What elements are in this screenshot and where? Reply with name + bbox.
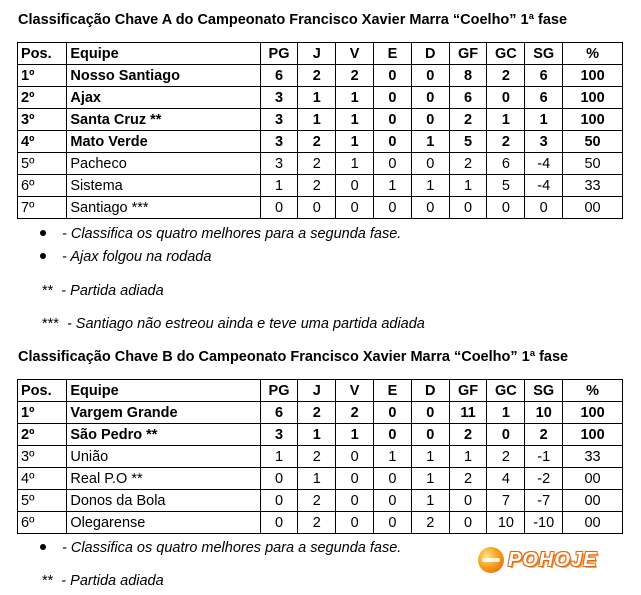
- table-cell: 00: [563, 197, 623, 219]
- table-cell: 0: [374, 512, 412, 534]
- header-row: [18, 380, 623, 402]
- table-cell: 33: [563, 446, 623, 468]
- table-cell: 1º: [18, 65, 67, 87]
- note-text: - Classifica os quatro melhores para a segunda fase.: [62, 226, 402, 242]
- table-cell: 2: [298, 175, 336, 197]
- header-row: [18, 43, 623, 65]
- column-header: GF: [449, 380, 487, 402]
- table-cell: 0: [411, 153, 449, 175]
- site-logo: [478, 547, 623, 575]
- table-cell: 1º: [18, 402, 67, 424]
- table-cell: -4: [525, 153, 563, 175]
- table-cell: 3: [260, 131, 298, 153]
- table-cell: 3: [525, 131, 563, 153]
- table-a-header: [18, 43, 623, 65]
- table-cell: 2: [298, 446, 336, 468]
- team-name-cell: Vargem Grande: [67, 402, 260, 424]
- table-cell: 100: [563, 87, 623, 109]
- table-cell: -2: [525, 468, 563, 490]
- table-cell: 3: [260, 424, 298, 446]
- table-cell: 2º: [18, 87, 67, 109]
- column-header: PG: [260, 43, 298, 65]
- table-cell: 2: [487, 65, 525, 87]
- column-header: PG: [260, 380, 298, 402]
- table-cell: 0: [374, 131, 412, 153]
- table-cell: 3: [260, 87, 298, 109]
- note-mark: **: [42, 283, 54, 299]
- table-cell: 4: [487, 468, 525, 490]
- table-row: [18, 512, 623, 534]
- column-header: E: [374, 43, 412, 65]
- logo-ball-icon: [478, 547, 504, 573]
- bullet-icon: [40, 230, 46, 236]
- table-cell: 2: [298, 131, 336, 153]
- table-row: [18, 446, 623, 468]
- table-cell: 1: [298, 424, 336, 446]
- team-name-cell: União: [67, 446, 260, 468]
- bullet-icon: [40, 544, 46, 550]
- table-cell: 1: [449, 446, 487, 468]
- table-cell: 0: [487, 87, 525, 109]
- table-cell: 6: [449, 87, 487, 109]
- table-cell: 1: [336, 109, 374, 131]
- table-cell: 1: [336, 153, 374, 175]
- team-name-cell: Real P.O **: [67, 468, 260, 490]
- note-text: - Santiago não estreou ainda e teve uma partida adiada: [66, 316, 425, 332]
- table-cell: 0: [260, 490, 298, 512]
- table-cell: 0: [374, 197, 412, 219]
- table-row: [18, 109, 623, 131]
- table-b-body: [18, 402, 623, 534]
- table-cell: 1: [336, 87, 374, 109]
- table-cell: 1: [374, 446, 412, 468]
- table-cell: 2: [336, 65, 374, 87]
- column-header: E: [374, 380, 412, 402]
- table-cell: 1: [336, 131, 374, 153]
- table-row: [18, 197, 623, 219]
- table-cell: 0: [374, 490, 412, 512]
- column-header: V: [336, 43, 374, 65]
- section-b-title: Classificação Chave B do Campeonato Francisco Xavier Marra “Coelho” 1ª fase: [18, 349, 569, 365]
- note-text: - Ajax folgou na rodada: [62, 249, 212, 265]
- team-name-cell: Nosso Santiago: [67, 65, 260, 87]
- table-cell: 3º: [18, 446, 67, 468]
- table-cell: 5: [449, 131, 487, 153]
- note-mark: ***: [42, 316, 59, 332]
- table-cell: 00: [563, 468, 623, 490]
- table-cell: 0: [260, 197, 298, 219]
- table-cell: 1: [260, 175, 298, 197]
- table-cell: 1: [374, 175, 412, 197]
- table-cell: 6: [487, 153, 525, 175]
- table-cell: 1: [487, 402, 525, 424]
- table-cell: 0: [374, 468, 412, 490]
- table-row: [18, 131, 623, 153]
- table-cell: 2: [449, 424, 487, 446]
- table-cell: 100: [563, 109, 623, 131]
- table-cell: 0: [374, 109, 412, 131]
- table-cell: 2: [298, 402, 336, 424]
- table-cell: 0: [260, 512, 298, 534]
- standings-table-a: [17, 42, 623, 219]
- table-cell: 6: [525, 87, 563, 109]
- table-row: [18, 424, 623, 446]
- table-cell: 0: [411, 65, 449, 87]
- table-row: [18, 402, 623, 424]
- table-cell: 0: [487, 424, 525, 446]
- table-cell: 2: [487, 446, 525, 468]
- table-cell: 0: [411, 402, 449, 424]
- table-cell: 6º: [18, 175, 67, 197]
- table-cell: 00: [563, 512, 623, 534]
- table-cell: 2: [298, 490, 336, 512]
- table-row: [18, 468, 623, 490]
- table-row: [18, 153, 623, 175]
- team-name-cell: Olegarense: [67, 512, 260, 534]
- table-cell: 6: [260, 65, 298, 87]
- column-header: %: [563, 380, 623, 402]
- note-a-santiago: [42, 316, 425, 332]
- note-a-ajax-bye: [40, 249, 211, 265]
- table-cell: 0: [260, 468, 298, 490]
- table-cell: 0: [411, 424, 449, 446]
- team-name-cell: Sistema: [67, 175, 260, 197]
- table-cell: 0: [336, 446, 374, 468]
- team-name-cell: Santa Cruz **: [67, 109, 260, 131]
- section-a-title: Classificação Chave A do Campeonato Francisco Xavier Marra “Coelho” 1ª fase: [18, 12, 568, 28]
- table-cell: 0: [336, 468, 374, 490]
- table-cell: 5º: [18, 490, 67, 512]
- table-cell: 0: [374, 402, 412, 424]
- table-cell: 00: [563, 490, 623, 512]
- table-a-body: [18, 65, 623, 219]
- table-cell: 2: [411, 512, 449, 534]
- column-header: Pos.: [18, 380, 67, 402]
- column-header: GF: [449, 43, 487, 65]
- table-row: [18, 175, 623, 197]
- table-cell: 8: [449, 65, 487, 87]
- table-cell: 0: [449, 490, 487, 512]
- table-cell: 1: [411, 131, 449, 153]
- table-cell: 10: [487, 512, 525, 534]
- column-header: SG: [525, 43, 563, 65]
- team-name-cell: Donos da Bola: [67, 490, 260, 512]
- table-cell: 3º: [18, 109, 67, 131]
- table-cell: -7: [525, 490, 563, 512]
- bullet-icon: [40, 253, 46, 259]
- table-cell: 2: [449, 153, 487, 175]
- table-cell: 4º: [18, 468, 67, 490]
- column-header: Equipe: [67, 43, 260, 65]
- team-name-cell: São Pedro **: [67, 424, 260, 446]
- table-cell: 5: [487, 175, 525, 197]
- column-header: %: [563, 43, 623, 65]
- column-header: J: [298, 43, 336, 65]
- table-cell: -1: [525, 446, 563, 468]
- table-cell: 100: [563, 424, 623, 446]
- table-cell: 5º: [18, 153, 67, 175]
- table-cell: 3: [260, 109, 298, 131]
- table-cell: 0: [374, 87, 412, 109]
- table-cell: 4º: [18, 131, 67, 153]
- table-cell: 10: [525, 402, 563, 424]
- table-cell: 0: [298, 197, 336, 219]
- table-cell: 7º: [18, 197, 67, 219]
- logo-wordmark: POHOJE: [508, 549, 598, 571]
- note-b-qualify: [40, 540, 401, 556]
- note-text: - Classifica os quatro melhores para a segunda fase.: [62, 540, 402, 556]
- table-cell: 1: [298, 109, 336, 131]
- table-cell: 0: [336, 490, 374, 512]
- table-cell: 1: [260, 446, 298, 468]
- table-cell: 2: [449, 468, 487, 490]
- table-cell: 3: [260, 153, 298, 175]
- table-cell: 2º: [18, 424, 67, 446]
- note-a-postponed: [42, 283, 164, 299]
- table-cell: 50: [563, 153, 623, 175]
- table-row: [18, 65, 623, 87]
- note-text: - Partida adiada: [61, 573, 164, 589]
- table-cell: 0: [374, 424, 412, 446]
- note-b-postponed: [42, 573, 164, 589]
- table-cell: 0: [336, 512, 374, 534]
- table-cell: 1: [298, 468, 336, 490]
- table-row: [18, 87, 623, 109]
- table-cell: 0: [525, 197, 563, 219]
- table-cell: 0: [374, 153, 412, 175]
- note-text: - Partida adiada: [61, 283, 164, 299]
- column-header: GC: [487, 43, 525, 65]
- table-cell: 7: [487, 490, 525, 512]
- table-cell: 0: [336, 175, 374, 197]
- table-cell: 2: [525, 424, 563, 446]
- table-cell: 0: [411, 87, 449, 109]
- table-cell: 6º: [18, 512, 67, 534]
- table-cell: 1: [411, 490, 449, 512]
- table-cell: 1: [298, 87, 336, 109]
- table-cell: 1: [411, 175, 449, 197]
- table-cell: 33: [563, 175, 623, 197]
- column-header: D: [411, 43, 449, 65]
- column-header: GC: [487, 380, 525, 402]
- table-cell: 100: [563, 65, 623, 87]
- table-cell: 1: [449, 175, 487, 197]
- team-name-cell: Ajax: [67, 87, 260, 109]
- table-cell: -10: [525, 512, 563, 534]
- table-cell: -4: [525, 175, 563, 197]
- table-cell: 0: [449, 197, 487, 219]
- note-a-qualify: [40, 226, 401, 242]
- column-header: Equipe: [67, 380, 260, 402]
- column-header: D: [411, 380, 449, 402]
- table-cell: 2: [487, 131, 525, 153]
- column-header: SG: [525, 380, 563, 402]
- table-cell: 1: [411, 446, 449, 468]
- table-cell: 2: [449, 109, 487, 131]
- table-cell: 0: [449, 512, 487, 534]
- table-cell: 0: [487, 197, 525, 219]
- table-cell: 1: [411, 468, 449, 490]
- table-cell: 50: [563, 131, 623, 153]
- table-cell: 0: [374, 65, 412, 87]
- note-mark: **: [42, 573, 54, 589]
- column-header: V: [336, 380, 374, 402]
- table-cell: 2: [298, 65, 336, 87]
- team-name-cell: Mato Verde: [67, 131, 260, 153]
- team-name-cell: Pacheco: [67, 153, 260, 175]
- table-cell: 0: [411, 197, 449, 219]
- table-row: [18, 490, 623, 512]
- team-name-cell: Santiago ***: [67, 197, 260, 219]
- table-cell: 11: [449, 402, 487, 424]
- table-cell: 1: [525, 109, 563, 131]
- table-cell: 0: [336, 197, 374, 219]
- table-cell: 2: [336, 402, 374, 424]
- column-header: Pos.: [18, 43, 67, 65]
- table-cell: 100: [563, 402, 623, 424]
- table-cell: 6: [525, 65, 563, 87]
- column-header: J: [298, 380, 336, 402]
- table-cell: 6: [260, 402, 298, 424]
- table-cell: 0: [411, 109, 449, 131]
- table-cell: 2: [298, 512, 336, 534]
- table-b-header: [18, 380, 623, 402]
- table-cell: 1: [336, 424, 374, 446]
- standings-table-b: [17, 379, 623, 534]
- table-cell: 2: [298, 153, 336, 175]
- table-cell: 1: [487, 109, 525, 131]
